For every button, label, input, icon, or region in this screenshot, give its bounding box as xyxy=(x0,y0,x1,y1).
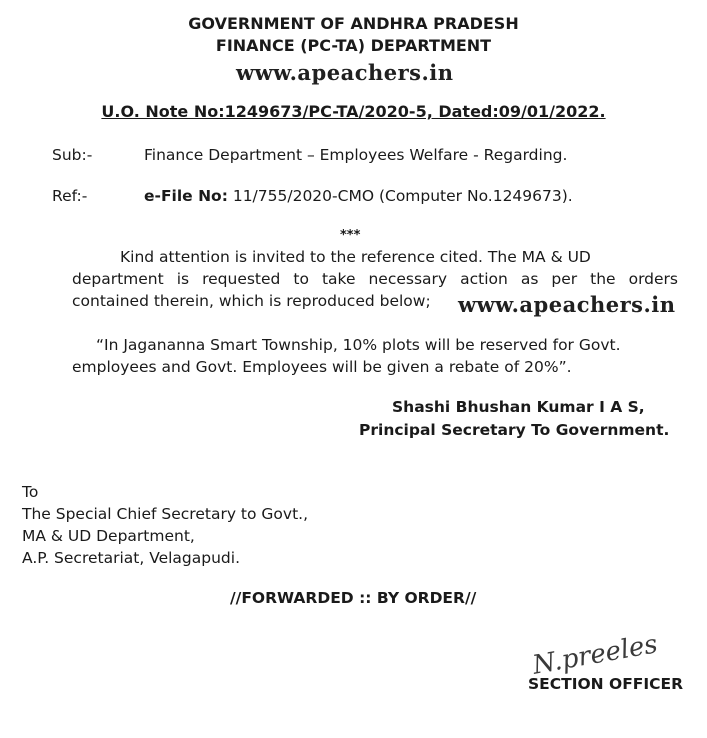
section-officer-signature: N.preeles xyxy=(530,629,660,681)
forwarded-by-order: //FORWARDED :: BY ORDER// xyxy=(230,589,477,607)
efile-text: 11/755/2020-CMO (Computer No.1249673). xyxy=(232,187,573,205)
quote-line-2: employees and Govt. Employees will be given a rebate of 20%”. xyxy=(72,358,572,376)
recipient-to: To xyxy=(22,483,39,501)
subject-text: Finance Department – Employees Welfare - Regarding. xyxy=(144,146,568,164)
department-header-line2: FINANCE (PC-TA) DEPARTMENT xyxy=(215,36,492,55)
body-line-3: contained therein, which is reproduced below; xyxy=(72,292,431,310)
signatory-designation: Principal Secretary To Government. xyxy=(359,421,670,439)
recipient-line-3: A.P. Secretariat, Velagapudi. xyxy=(22,549,241,567)
section-officer-title: SECTION OFFICER xyxy=(528,675,684,693)
body-line-2: department is requested to take necessary action as per the orders xyxy=(72,270,678,288)
quote-line-1: “In Jagananna Smart Township, 10% plots will be reserved for Govt. xyxy=(96,336,621,354)
uo-note-title: U.O. Note No:1249673/PC-TA/2020-5, Dated:09/01/2022. xyxy=(101,102,606,121)
recipient-line-1: The Special Chief Secretary to Govt., xyxy=(22,505,309,523)
watermark-middle: www.apeachers.in xyxy=(458,292,676,317)
department-header-line1: GOVERNMENT OF ANDHRA PRADESH xyxy=(188,14,519,33)
body-line-1: Kind attention is invited to the reference cited. The MA & UD xyxy=(120,248,591,266)
separator: *** xyxy=(340,228,361,243)
signatory-name: Shashi Bhushan Kumar I A S, xyxy=(392,398,645,416)
watermark-top: www.apeachers.in xyxy=(236,60,454,85)
subject-label: Sub:- xyxy=(52,146,93,164)
recipient-line-2: MA & UD Department, xyxy=(22,527,195,545)
reference-line xyxy=(144,187,573,205)
efile-label: e-File No: xyxy=(144,187,228,205)
reference-label: Ref:- xyxy=(52,187,88,205)
